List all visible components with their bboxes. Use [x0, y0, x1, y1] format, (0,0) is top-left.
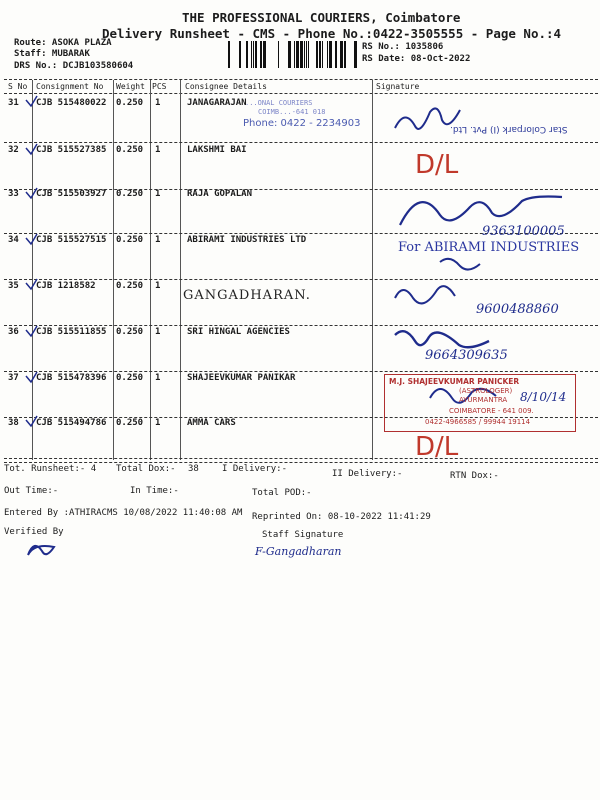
ii-delivery: II Delivery:-	[332, 469, 403, 479]
row-sno: 35	[8, 281, 19, 291]
total-pod: Total POD:-	[252, 488, 312, 498]
staff-signature-label: Staff Signature	[262, 530, 344, 540]
row-pcs: 1	[155, 418, 161, 428]
row-weight: 0.250	[116, 98, 144, 108]
row-consignee: AMMA CARS	[187, 418, 236, 428]
row-consignment-no: CJB 515478396	[36, 373, 107, 383]
stamp-row1-line2: COIMB...-641 018	[258, 108, 326, 116]
row-sno: 33	[8, 189, 19, 199]
row-consignee: RAJA GOPALAN	[187, 189, 253, 199]
document-subtitle: Delivery Runsheet - CMS - Phone No.:0422-3505555 - Page No.:4	[102, 26, 562, 41]
row-sno: 34	[8, 235, 19, 245]
handwritten-phone-row5: 9600488860	[476, 302, 559, 317]
row-consignee: SHAJEEVKUMAR PANIKAR	[187, 373, 296, 383]
row-pcs: 1	[155, 98, 161, 108]
rtn-dox: RTN Dox:-	[450, 471, 499, 481]
out-time: Out Time:-	[4, 486, 59, 496]
staff-signature-handwritten: F-Gangadharan	[255, 545, 342, 558]
stamp-panikar-line2: (ASTROLOGER)	[459, 387, 513, 395]
row-consignment-no: CJB 515527385	[36, 145, 107, 155]
signature-row5	[395, 286, 455, 303]
row-consignee: LAKSHMI BAI	[187, 145, 247, 155]
handwritten-phone-row4: 9363100005	[482, 224, 565, 239]
stamp-panikar-line4: COIMBATORE - 641 009.	[449, 407, 534, 415]
stamp-row1-phone: Phone: 0422 - 2234903	[243, 118, 361, 129]
row-consignment-no: CJB 1218582	[36, 281, 96, 291]
rs-date: RS Date: 08-Oct-2022	[362, 54, 471, 64]
row-sno: 37	[8, 373, 19, 383]
verified-by: Verified By	[4, 527, 64, 537]
row-consignment-no: CJB 515494786	[36, 418, 107, 428]
delivered-mark-row2: D/L	[415, 150, 459, 180]
row-consignee: SRI HINGAL AGENCIES	[187, 327, 290, 337]
row-weight: 0.250	[116, 281, 144, 291]
row-pcs: 1	[155, 189, 161, 199]
col-header-signature: Signature	[376, 82, 420, 91]
handwritten-phone-row6: 9664309635	[425, 348, 508, 363]
row-sno: 31	[8, 98, 19, 108]
row-consignment-no: CJB 515503927	[36, 189, 107, 199]
entered-by: Entered By :ATHIRACMS 10/08/2022 11:40:08 AM	[4, 508, 243, 518]
row-weight: 0.250	[116, 373, 144, 383]
footer-rule	[4, 458, 598, 459]
col-header-pcs: PCS	[152, 82, 167, 91]
row-pcs: 1	[155, 235, 161, 245]
row-check-marks	[26, 96, 37, 426]
reprinted-on: Reprinted On: 08-10-2022 11:41:29	[252, 512, 431, 522]
row-sno: 32	[8, 145, 19, 155]
i-delivery: I Delivery:-	[222, 464, 288, 474]
row-weight: 0.250	[116, 189, 144, 199]
signature-row5-initial	[440, 259, 480, 270]
verified-signature	[28, 546, 54, 555]
rs-number: RS No.: 1035806	[362, 42, 444, 52]
row-consignment-no: CJB 515511855	[36, 327, 107, 337]
document-title: THE PROFESSIONAL COURIERS, Coimbatore	[182, 10, 461, 25]
col-header-consignee: Consignee Details	[185, 82, 267, 91]
drs-number: DRS No.: DCJB103580604	[14, 61, 134, 71]
row-sno: 38	[8, 418, 19, 428]
row-consignment-no: CJB 515527515	[36, 235, 107, 245]
row-pcs: 1	[155, 145, 161, 155]
total-runsheet: Tot. Runsheet:- 4	[4, 464, 97, 474]
row-weight: 0.250	[116, 418, 144, 428]
staff-label: Staff: MUBARAK	[14, 49, 90, 59]
row-consignee: JANAGARAJAN	[187, 98, 247, 108]
route-label: Route: ASOKA PLAZA	[14, 38, 112, 48]
row-consignee: ABIRAMI INDUSTRIES LTD	[187, 235, 307, 245]
handwritten-date-row7: 8/10/14	[520, 390, 567, 404]
signature-row6	[395, 331, 489, 347]
handwritten-consignee-row5: GANGADHARAN.	[183, 288, 311, 303]
stamp-row1-right: Star Colorpark (I) Pvt. Ltd.	[450, 124, 568, 134]
row-consignment-no: CJB 515480022	[36, 98, 107, 108]
signature-row3	[400, 197, 562, 226]
total-dox-label: Total Dox:-	[116, 464, 176, 474]
row-weight: 0.250	[116, 235, 144, 245]
row-sno: 36	[8, 327, 19, 337]
col-header-consignment: Consignment No	[36, 82, 104, 91]
row-pcs: 1	[155, 327, 161, 337]
row-pcs: 1	[155, 373, 161, 383]
col-header-weight: Weight	[116, 82, 145, 91]
row-weight: 0.250	[116, 145, 144, 155]
stamp-abirami: For ABIRAMI INDUSTRIES	[398, 240, 580, 255]
col-header-sno: S No	[8, 82, 28, 91]
delivered-mark-row8: D/L	[415, 432, 459, 462]
row-weight: 0.250	[116, 327, 144, 337]
stamp-row1-line1: ...ONAL COURIERS	[245, 99, 313, 107]
stamp-panikar-line1: M.J. SHAJEEVKUMAR PANICKER	[389, 377, 520, 386]
total-dox-value: 38	[188, 464, 199, 474]
stamp-panikar-line3: AYURMANTRA	[459, 396, 508, 404]
row-pcs: 1	[155, 281, 161, 291]
stamp-panikar-line5: 0422-4966585 / 99944 19114	[425, 418, 531, 426]
in-time: In Time:-	[130, 486, 179, 496]
